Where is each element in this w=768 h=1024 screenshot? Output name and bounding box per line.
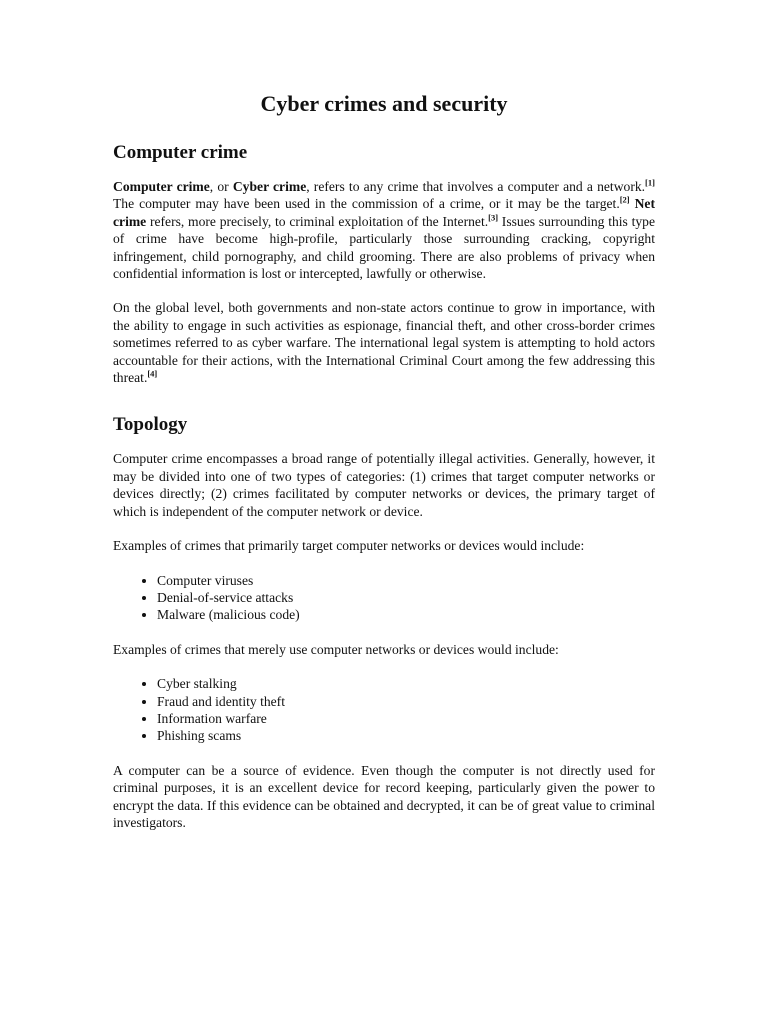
list-item: • Denial-of-service attacks [157, 589, 655, 606]
text-run: Issues surrounding this type of crime have become high-profile, particularly those surrounding cracking, copyright infringement, child pornography, and child grooming. There are also problems of privacy when confidential information is lost or intercepted, lawfully or otherwise. [113, 213, 655, 282]
paragraph-examples-use: Examples of crimes that merely use computer networks or devices would include: [113, 641, 559, 657]
text-run: , or [209, 179, 233, 194]
list-item: • Phishing scams [157, 727, 655, 744]
reference-3[interactable]: [3] [488, 212, 499, 223]
paragraph-evidence: A computer can be a source of evidence. Even though the computer is not directly used for criminal purposes, it is an excellent device for record keeping, particularly given the power to encrypt the data. If this evidence can be obtained and decrypted, it can be of great value to criminal investigators. [113, 762, 655, 830]
paragraph-global-level [113, 299, 655, 386]
text-run: On the global level, both governments and non-state actors continue to grow in importance, with the ability to engage in such activities as espionage, financial theft, and other cross-border crimes sometimes referred to as cyber warfare. The international legal system is attempting to hold actors accountable for their actions, with the International Criminal Court among the few addressing this threat. [113, 300, 655, 386]
reference-2[interactable]: [2] [619, 194, 630, 205]
list-item: • Fraud and identity theft [157, 693, 655, 710]
text-run: refers, more precisely, to criminal exploitation of the Internet. [146, 213, 489, 229]
list-item: • Cyber stalking [157, 675, 655, 692]
section-heading-computer-crime: Computer crime [113, 142, 248, 163]
term-net-crime: Net crime [113, 196, 655, 229]
paragraph-computer-crime-definition [113, 178, 655, 282]
paragraph-topology-intro: Computer crime encompasses a broad range of potentially illegal activities. Generally, however, it may be divided into one of two types of categories: (1) crimes that target computer networks or devices directly; (2) crimes facilitated by computer networks or devices, the primary target of which is independent of the computer network or device. [113, 451, 655, 519]
list-item: • Computer viruses [157, 572, 655, 589]
list-target-crimes [113, 572, 655, 624]
list-use-crimes [113, 675, 655, 745]
reference-1[interactable]: [1] [645, 177, 655, 188]
paragraph-examples-target: Examples of crimes that primarily target computer networks or devices would include: [113, 538, 585, 554]
reference-4[interactable]: [4] [147, 368, 158, 379]
text-run: , refers to any crime that involves a computer and a network. [306, 179, 646, 194]
text-run: The computer may have been used in the commission of a crime, or it may be the target. [113, 196, 620, 212]
document-title: Cyber crimes and security [260, 91, 508, 116]
term-cyber-crime: Cyber crime [232, 179, 307, 194]
list-item: • Information warfare [157, 710, 655, 727]
section-heading-topology: Topology [113, 414, 188, 436]
list-item: • Malware (malicious code) [157, 606, 655, 623]
term-computer-crime: Computer crime [113, 179, 210, 194]
document-page [113, 88, 655, 848]
